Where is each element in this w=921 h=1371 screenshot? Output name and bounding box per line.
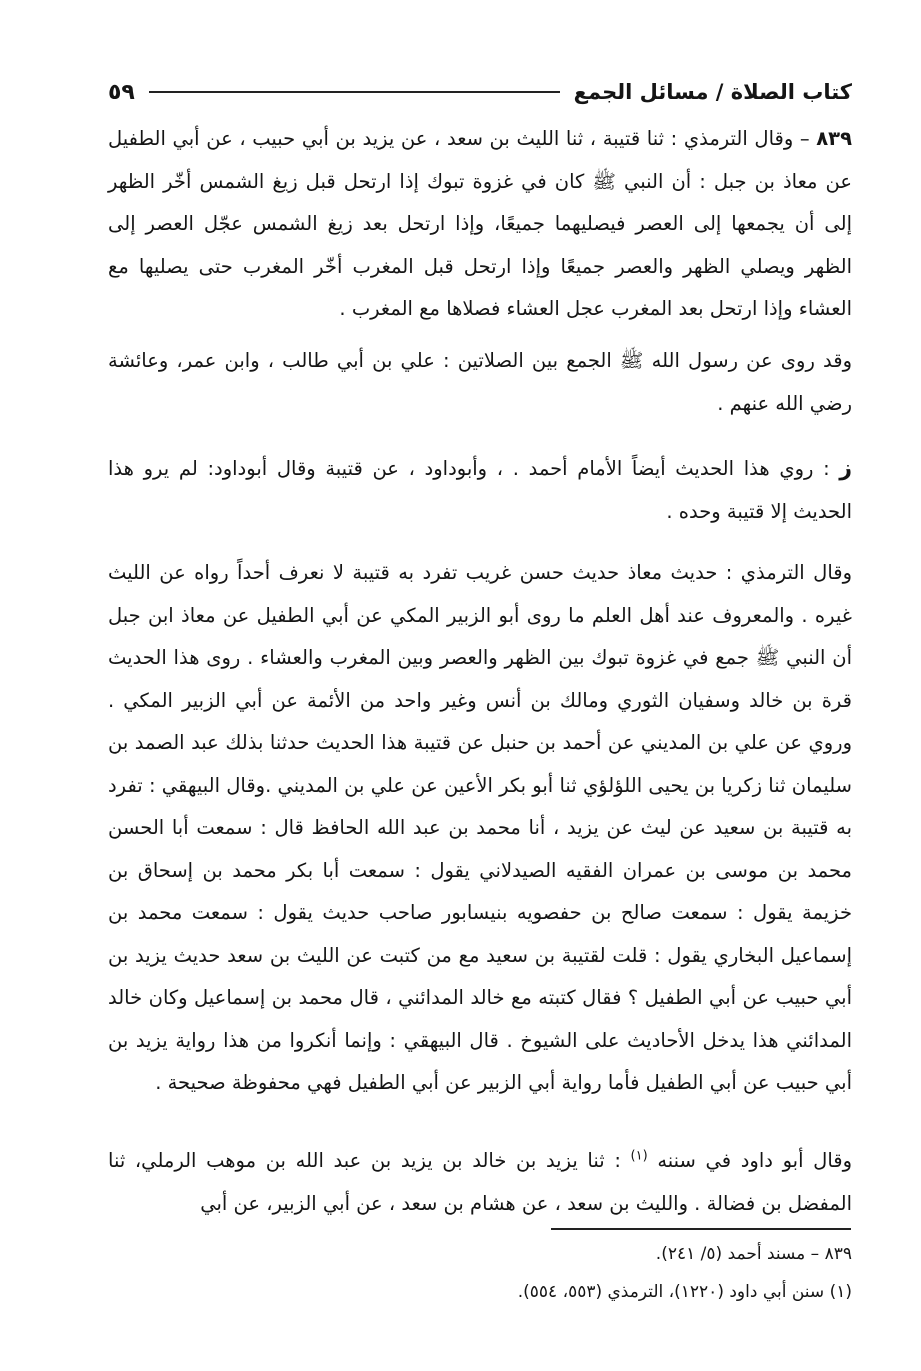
takhrij-text: : روي هذا الحديث أيضاً الأمام أحمد . ، وأبوداود ، عن قتيبة وقال أبوداود: لم يرو هذا الحديث إلا قتيبة وحده .	[108, 457, 852, 523]
page-header	[108, 72, 852, 112]
header-title: كتاب الصلاة / مسائل الجمع	[573, 80, 852, 104]
footnote-reference: (١)	[630, 1148, 648, 1164]
footnote-separator	[551, 1228, 851, 1230]
takhrij-paragraph	[108, 448, 852, 533]
tirmidhi-paragraph: وقال الترمذي : حديث معاذ حديث حسن غريب تفرد به قتيبة لا نعرف أحداً رواه عن الليث غيره . والمعروف عند أهل العلم ما روى أبو الزبير المكي عن أبي الطفيل عن معاذ ابن جبل أن النبي ﷺ جمع في غزوة تبوك بين الظهر والعصر وبين المغرب والعشاء . روى هذا الحديث قرة بن خالد وسفيان الثوري ومالك بن أنس وغير واحد من الأئمة عن أبي الزبير المكي . وروي عن علي بن المديني عن أحمد بن حنبل عن قتيبة هذا الحديث حدثنا بذلك عبد الصمد بن سليمان ثنا زكريا بن يحيى اللؤلؤي ثنا أبو بكر الأعين عن علي بن المديني .وقال البيهقي : تفرد به قتيبة بن سعيد عن ليث عن يزيد ، أنا محمد بن عبد الله الحافظ قال : سمعت أبا الحسن محمد بن موسى بن عمران الفقيه الصيدلاني يقول : سمعت أبا بكر محمد بن إسحاق بن خزيمة يقول : سمعت صالح بن حفصويه بنيسابور صاحب حديث يقول : سمعت محمد بن إسماعيل البخاري يقول : قلت لقتيبة بن سعيد مع من كتبت عن الليث بن سعد حديث يزيد بن أبي حبيب عن أبي الطفيل ؟ فقال كتبته مع خالد المدائني ، قال محمد بن إسماعيل وكان خالد المدائني هذا يدخل الأحاديث على الشيوخ . قال البيهقي : وإنما أنكروا من هذا رواية يزيد بن أبي حبيب عن أبي الطفيل فأما رواية أبي الزبير عن أبي الطفيل فهي محفوظة صحيحة .	[108, 561, 852, 1094]
abudawud-text: : ثنا يزيد بن خالد بن يزيد بن عبد الله بن موهب الرملي، ثنا المفضل بن فضالة . والليث بن سعد ، عن هشام بن سعد ، عن أبي الزبير، عن أبي	[108, 1149, 852, 1215]
footnote-item: (١) سنن أبي داود (١٢٢٠)، الترمذي (٥٥٣، ٥٥٤).	[517, 1282, 852, 1302]
abudawud-lead: وقال أبو داود في سننه	[657, 1149, 852, 1172]
footnote-item: ٨٣٩ – مسند أحمد (٥/ ٢٤١).	[655, 1244, 852, 1264]
hadith-number: ٨٣٩	[816, 127, 852, 150]
header-rule	[149, 91, 560, 93]
hadith-paragraph	[108, 118, 852, 331]
hadith-text: – وقال الترمذي : ثنا قتيبة ، ثنا الليث بن سعد ، عن يزيد بن أبي حبيب ، عن أبي الطفيل عن معاذ بن جبل : أن النبي ﷺ كان في غزوة تبوك إذا ارتحل قبل زيغ الشمس أخّر الظهر إلى أن يجمعها إلى العصر فيصليهما جميعًا، وإذا ارتحل بعد زيغ الشمس عجّل العصر إلى الظهر ويصلي الظهر والعصر جميعًا وإذا ارتحل قبل المغرب أخّر المغرب حتى يصليها مع العشاء وإذا ارتحل بعد المغرب عجل العشاء فصلاها مع المغرب .	[108, 127, 852, 320]
narration-paragraph: وقد روى عن رسول الله ﷺ الجمع بين الصلاتين : علي بن أبي طالب ، وابن عمر، وعائشة رضي الله عنهم .	[108, 349, 852, 415]
takhrij-symbol: ز	[839, 456, 852, 481]
abudawud-paragraph	[108, 1140, 852, 1225]
page-number: ٥٩	[108, 79, 135, 105]
